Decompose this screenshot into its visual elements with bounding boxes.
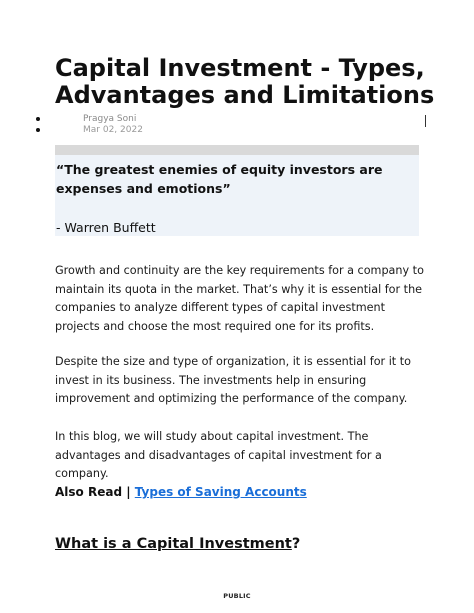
- also-read-link[interactable]: Types of Saving Accounts: [134, 485, 307, 499]
- publish-date: Mar 02, 2022: [83, 125, 143, 135]
- footer-classification: PUBLIC: [223, 592, 251, 600]
- author-name[interactable]: Pragya Soni: [83, 114, 137, 124]
- section-heading-suffix: ?: [291, 536, 301, 552]
- bullet-icon: [36, 117, 40, 121]
- quote-top-strip: [55, 145, 419, 155]
- meta-date: [36, 125, 143, 136]
- also-read: [55, 484, 307, 500]
- quote-author: - Warren Buffett: [56, 220, 156, 235]
- paragraph-3: In this blog, we will study about capital investment. The advantages and disadvantages of capital investment for a company.: [55, 430, 382, 481]
- quote-block: [55, 155, 419, 236]
- text-cursor: [425, 115, 426, 127]
- article-meta: [36, 114, 143, 136]
- section-heading: [55, 535, 300, 553]
- paragraph-2: Despite the size and type of organization, it is essential for it to invest in its business. The investments help in ensuring improvement and optimizing the performance of the company.: [55, 355, 411, 406]
- section-heading-text: What is a Capital Investment: [55, 536, 292, 552]
- meta-author: [36, 114, 143, 125]
- quote-text: “The greatest enemies of equity investors are expenses and emotions”: [56, 162, 383, 196]
- article-title: Capital Investment - Types, Advantages and Limitations: [55, 54, 435, 109]
- also-read-label: Also Read |: [55, 485, 135, 499]
- bullet-icon: [36, 128, 40, 132]
- paragraph-1: Growth and continuity are the key requirements for a company to maintain its quota in the market. That’s why it is essential for the companies to analyze different types of capital investment projects and choose the most required one for its profits.: [55, 264, 424, 334]
